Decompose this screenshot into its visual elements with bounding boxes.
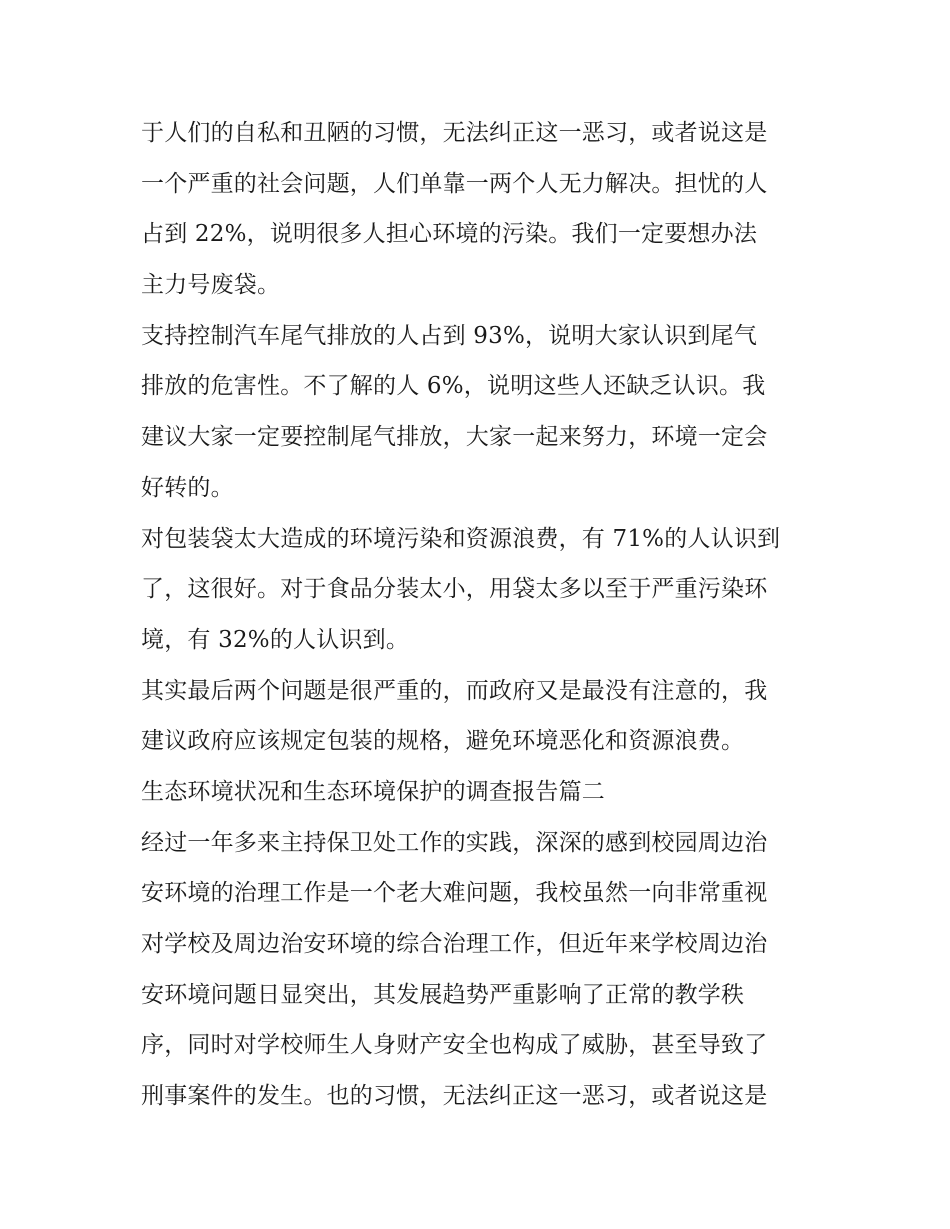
text-line: 其实最后两个问题是很严重的，而政府又是最没有注意的，我 (141, 677, 768, 704)
text-line: 建议政府应该规定包装的规格，避免环境恶化和资源浪费。 (141, 728, 745, 755)
text-line: 经过一年多来主持保卫处工作的实践，深深的感到校园周边治 (141, 829, 768, 856)
text-line: 主力号废袋。 (141, 272, 281, 299)
text-line: 建议大家一定要控制尾气排放，大家一起来努力，环境一定会 (141, 424, 768, 451)
text-line: 对包装袋太大造成的环境污染和资源浪费，有 71%的人认识到 (141, 525, 781, 552)
text-line: 支持控制汽车尾气排放的人占到 93%，说明大家认识到尾气 (141, 322, 758, 349)
text-line: 刑事案件的发生。也的习惯，无法纠正这一恶习，或者说这是 (141, 1083, 768, 1110)
text-line: 安环境的治理工作是一个老大难问题，我校虽然一向非常重视 (141, 880, 768, 907)
text-line: 排放的危害性。不了解的人 6%，说明这些人还缺乏认识。我 (141, 373, 766, 400)
text-line: 了，这很好。对于食品分装太小，用袋太多以至于严重污染环 (141, 576, 768, 603)
text-line: 序，同时对学校师生人身财产安全也构成了威胁，甚至导致了 (141, 1032, 768, 1059)
text-line: 对学校及周边治安环境的综合治理工作，但近年来学校周边治 (141, 931, 768, 957)
text-line: 占到 22%，说明很多人担心环境的污染。我们一定要想办法 (141, 221, 758, 248)
text-line: 一个严重的社会问题，人们单靠一两个人无力解决。担忧的人 (141, 170, 768, 197)
text-line: 境，有 32%的人认识到。 (141, 626, 410, 653)
text-line: 于人们的自私和丑陋的习惯，无法纠正这一恶习，或者说这是 (141, 120, 768, 146)
document-body (141, 108, 821, 1122)
text-line: 好转的。 (141, 474, 234, 501)
section-heading: 生态环境状况和生态环境保护的调查报告篇二 (141, 778, 605, 805)
text-line: 安环境问题日显突出，其发展趋势严重影响了正常的教学秩 (141, 981, 745, 1008)
